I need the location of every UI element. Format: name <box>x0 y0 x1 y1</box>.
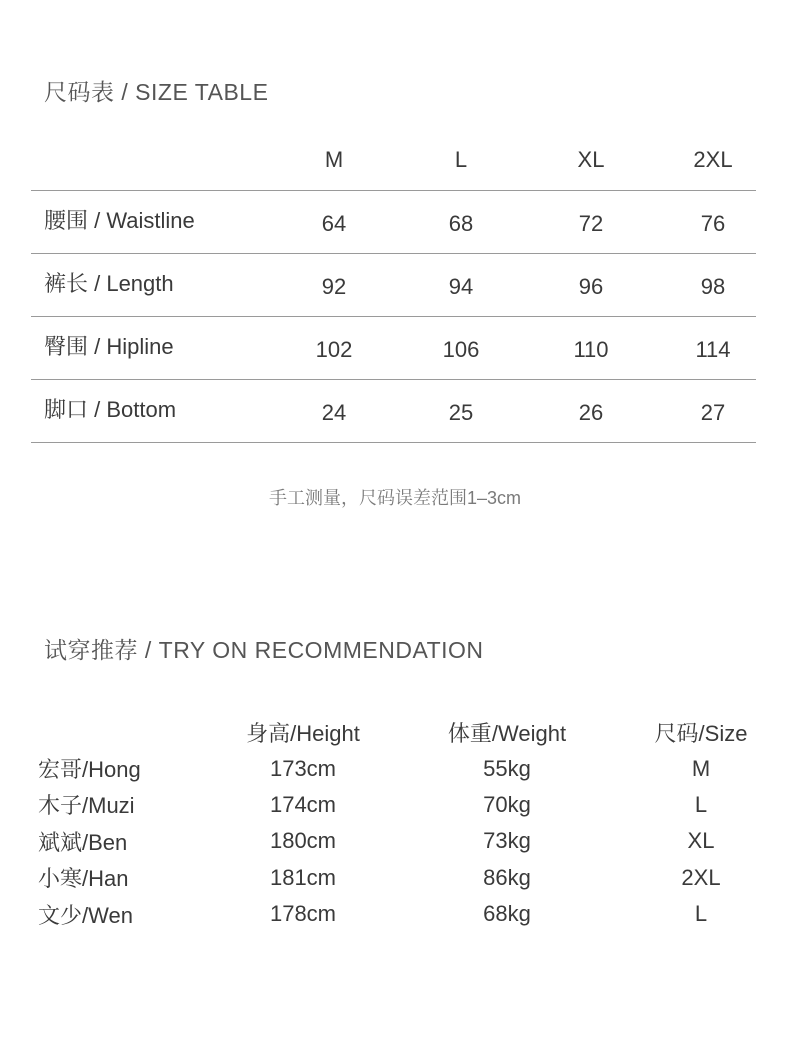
table-cell: 27 <box>700 400 726 425</box>
model-height: 180cm <box>269 828 337 854</box>
model-size: 2XL <box>681 864 721 890</box>
table-cell: 25 <box>448 400 474 425</box>
try-on-row <box>0 896 790 932</box>
model-name: 文少/Wen <box>38 902 133 928</box>
size-table-title: 尺码表 / SIZE TABLE <box>44 79 269 105</box>
model-height: 178cm <box>269 901 337 927</box>
model-height: 181cm <box>269 864 337 890</box>
size-row-bottom <box>31 380 756 443</box>
table-cell: 72 <box>578 211 604 236</box>
table-cell: 76 <box>700 211 726 236</box>
model-size: L <box>694 791 708 817</box>
model-weight: 55kg <box>483 755 531 781</box>
table-cell: 94 <box>448 274 474 299</box>
model-weight: 68kg <box>483 901 531 927</box>
size-table-header <box>31 130 756 191</box>
model-size: XL <box>687 828 715 854</box>
row-label: 腰围 / Waistline <box>44 207 195 233</box>
try-on-row <box>0 823 790 859</box>
size-header: 尺码/Size <box>654 720 748 746</box>
model-name: 宏哥/Hong <box>38 757 141 783</box>
model-size: L <box>694 901 708 927</box>
measurement-note: 手工测量，尺码误差范围1–3cm <box>268 488 522 508</box>
size-column-header: XL <box>577 147 605 172</box>
table-cell: 68 <box>448 211 474 236</box>
size-row-hipline <box>31 317 756 380</box>
model-height: 174cm <box>269 791 337 817</box>
model-name: 斌斌/Ben <box>38 829 128 855</box>
row-label: 臀围 / Hipline <box>44 333 174 359</box>
model-size: M <box>691 755 711 781</box>
table-cell: 98 <box>700 274 726 299</box>
model-weight: 70kg <box>483 791 531 817</box>
row-label: 裤长 / Length <box>44 270 174 296</box>
model-name: 小寒/Han <box>38 866 129 892</box>
table-cell: 102 <box>315 337 353 362</box>
model-weight: 86kg <box>483 864 531 890</box>
table-cell: 92 <box>321 274 347 299</box>
row-label: 脚口 / Bottom <box>44 396 177 422</box>
model-weight: 73kg <box>483 828 531 854</box>
size-column-header: L <box>454 147 468 172</box>
try-on-row <box>0 787 790 823</box>
try-on-title: 试穿推荐 / TRY ON RECOMMENDATION <box>44 637 484 663</box>
try-on-table <box>0 714 790 932</box>
table-cell: 26 <box>578 400 604 425</box>
model-name: 木子/Muzi <box>38 793 135 819</box>
table-cell: 24 <box>321 400 347 425</box>
table-cell: 96 <box>578 274 604 299</box>
height-header: 身高/Height <box>246 720 360 746</box>
size-column-header: M <box>324 147 344 172</box>
size-column-header: 2XL <box>693 147 733 172</box>
size-table <box>31 130 756 443</box>
weight-header: 体重/Weight <box>447 720 567 746</box>
model-height: 173cm <box>269 755 337 781</box>
table-cell: 110 <box>573 337 609 362</box>
try-on-header <box>0 714 790 750</box>
table-cell: 114 <box>695 337 731 362</box>
size-row-waistline <box>31 191 756 254</box>
table-cell: 106 <box>442 337 480 362</box>
try-on-row <box>0 860 790 896</box>
table-cell: 64 <box>321 211 347 236</box>
try-on-row <box>0 750 790 786</box>
size-row-length <box>31 254 756 317</box>
